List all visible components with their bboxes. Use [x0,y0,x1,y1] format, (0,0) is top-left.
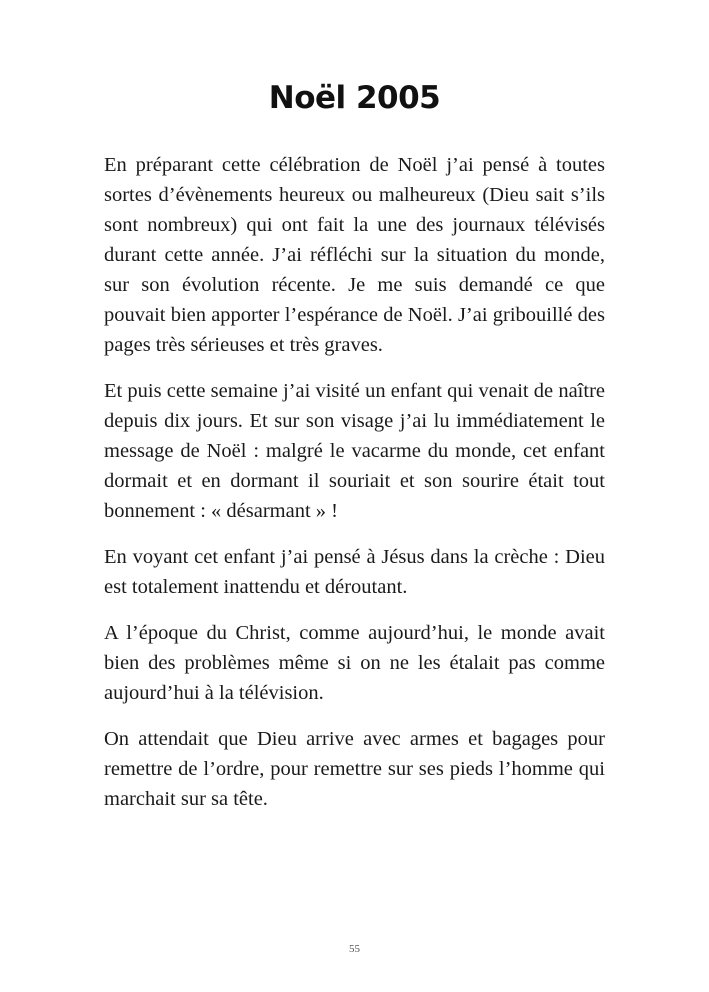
paragraph-1: En préparant cette célébration de Noël j’ai pensé à toutes sortes d’évènements heureux ou malheureux (Dieu sait s’ils sont nombreux) qui ont fait la une des journaux télévisés durant cette année. J’ai réfléchi sur la situation du monde, sur son évolution récente. Je me suis demandé ce que pouvait bien apporter l’espérance de Noël. J’ai gribouillé des pages très sérieuses et très graves. [104,154,605,356]
paragraph-3: En voyant cet enfant j’ai pensé à Jésus dans la crèche : Dieu est totalement inattendu et déroutant. [104,546,605,598]
paragraph-2: Et puis cette semaine j’ai visité un enfant qui venait de naître depuis dix jours. Et sur son visage j’ai lu immédiatement le message de Noël : malgré le vacarme du monde, cet enfant dormait et en dormant il souriait et son sourire était tout bonnement : « désarmant » ! [104,380,605,522]
page-number: 55 [349,943,360,955]
paragraph-4: A l’époque du Christ, comme aujourd’hui, le monde avait bien des problèmes même si on ne les étalait pas comme aujourd’hui à la télévision. [104,622,605,704]
paragraph-5: On attendait que Dieu arrive avec armes et bagages pour remettre de l’ordre, pour remettre sur ses pieds l’homme qui marchait sur sa tête. [104,728,605,810]
page-title: Noël 2005 [268,80,441,116]
body-text [104,150,605,830]
